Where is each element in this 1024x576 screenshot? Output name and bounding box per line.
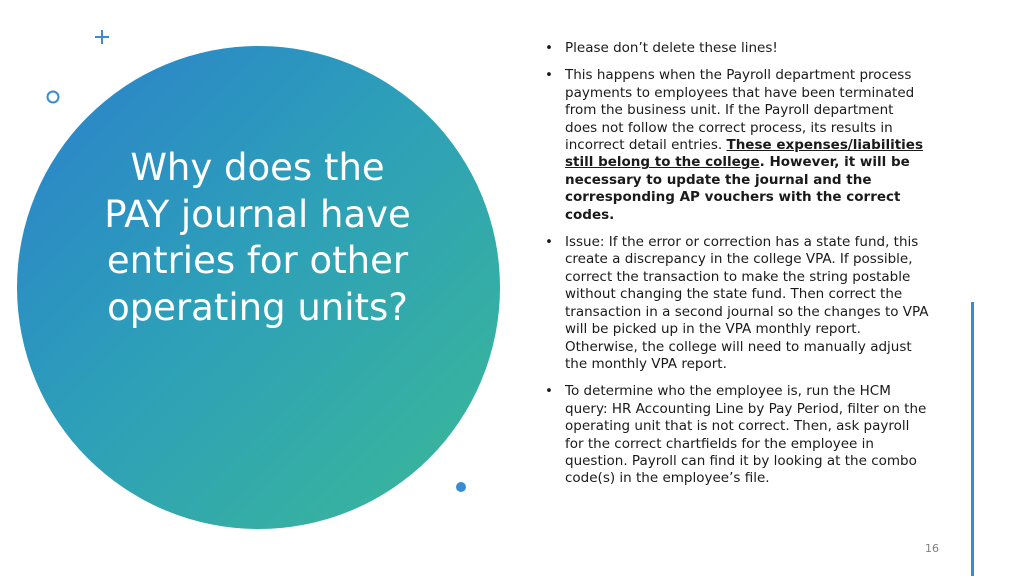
bullet-item	[544, 234, 929, 373]
bullet-text: This happens when the Payroll department process payments to employees that have been terminated from the business unit. If the Payroll department does not follow the correct process, its results in incorrect detail entries.	[565, 67, 915, 154]
bullet-item	[544, 67, 929, 224]
bullet-marker: •	[545, 234, 553, 251]
page-number: 16	[925, 542, 939, 555]
accent-rule	[971, 302, 974, 576]
bullet-list	[544, 40, 929, 498]
bullet-item	[544, 383, 929, 487]
dot-icon	[455, 481, 467, 493]
bullet-marker: •	[545, 67, 553, 84]
bullet-marker: •	[545, 40, 553, 56]
bullet-item	[544, 40, 929, 57]
bullet-text: Please don’t delete these lines!	[565, 40, 778, 56]
bullet-text: To determine who the employee is, run the HCM query: HR Accounting Line by Pay Period, filter on the operating unit that is not correct. Then, ask payroll for the correct chartfields for the employee in question. Payroll can find it by looking at the combo code(s) in the employee’s file.	[565, 383, 927, 487]
bullet-emphasis: These expenses/liabilities still belong to the college	[565, 137, 923, 171]
bullet-marker: •	[545, 383, 553, 400]
bullet-text: Issue: If the error or correction has a state fund, this create a discrepancy in the college VPA. If possible, correct the transaction to make the string postable without changing the state fund. Then correct the transaction in a second journal so the changes to VPA will be picked up in the VPA monthly report. Otherwise, the college will need to manually adjust the monthly VPA report.	[565, 234, 929, 372]
ring-icon	[46, 90, 60, 104]
slide-title: Why does the PAY journal have entries for other operating units?	[104, 146, 411, 329]
bullet-text: . However, it will be necessary to update the journal and the corresponding AP vouchers with the correct codes.	[565, 154, 910, 223]
plus-icon	[93, 28, 111, 46]
